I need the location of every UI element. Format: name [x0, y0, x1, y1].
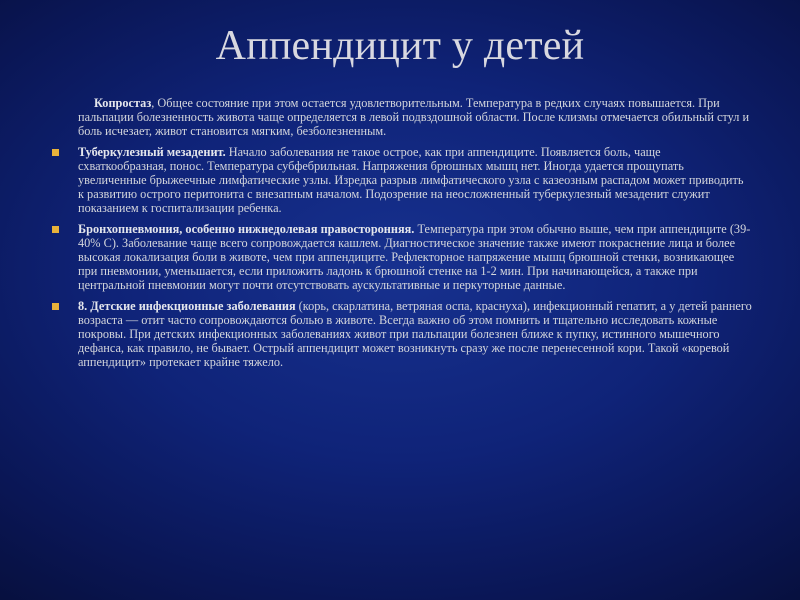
paragraph-heading: 8. Детские инфекционные заболевания: [78, 298, 296, 313]
paragraph-text: Начало заболевания не такое острое, как при аппендиците. Появляется боль, чаще схваткообразная, понос. Температура субфебрильная. Напряжения брюшных мышц нет. Иногда удается прощупать увеличенные брыжеечные лимфатические узлы. Изредка разрыв лимфатического узла с казеозным распадом может приводить к развитию острого перитонита с внезапным началом. Подозрение на неосложненный туберкулезный мезаденит служит показанием к госпитализации ребенка.: [78, 144, 744, 216]
paragraph-coprostasis: [52, 96, 752, 139]
paragraph-heading: Бронхопневмония, особенно нижнедолевая правосторонняя.: [78, 221, 415, 236]
square-bullet-icon: [52, 149, 59, 156]
paragraph-tuberculous-mesadenitis: [52, 145, 752, 216]
paragraph-bronchopneumonia: [52, 222, 752, 293]
square-bullet-icon: [52, 226, 59, 233]
paragraph-text: Температура при этом обычно выше, чем при аппендиците (39-40% С). Заболевание чаще всего сопровождается кашлем. Диагностическое значение также имеют покраснение лица и более высокая локализация боли в животе, чем при аппендиците. Рефлекторное напряжение мышц брюшной стенки, возникающее при пневмонии, уменьшается, если приложить ладонь к брюшной стенке на 1-2 мин. При начинающейся, а также при центральной пневмонии могут почти отсутствовать аускультативные и перкуторные данные.: [78, 221, 751, 293]
paragraph-heading: Туберкулезный мезаденит.: [78, 144, 226, 159]
paragraph-childhood-infections: [52, 299, 752, 370]
slide-body: [52, 96, 752, 376]
square-bullet-icon: [52, 303, 59, 310]
paragraph-heading: Копростаз: [94, 96, 152, 110]
slide-title: Аппендицит у детей: [215, 23, 585, 69]
paragraph-text: (корь, скарлатина, ветряная оспа, краснуха), инфекционный гепатит, а у детей раннего возраста — отит часто сопровождаются болью в животе. Всегда важно об этом помнить и тщательно исследовать кожные покровы. При детских инфекционных заболеваниях живот при пальпации болезнен ближе к пупку, истинного мышечного дефанса, как правило, не бывает. Острый аппендицит может возникнуть сразу же после перенесенной кори. Такой «коревой аппендицит» протекает крайне тяжело.: [78, 298, 752, 370]
paragraph-text: , Общее состояние при этом остается удовлетворительным. Температура в редких случаях повышается. При пальпации болезненность живота чаще определяется в левой подвздошной области. После клизмы отмечается обильный стул и боль исчезает, живот становится мягким, безболезненным.: [78, 96, 750, 139]
